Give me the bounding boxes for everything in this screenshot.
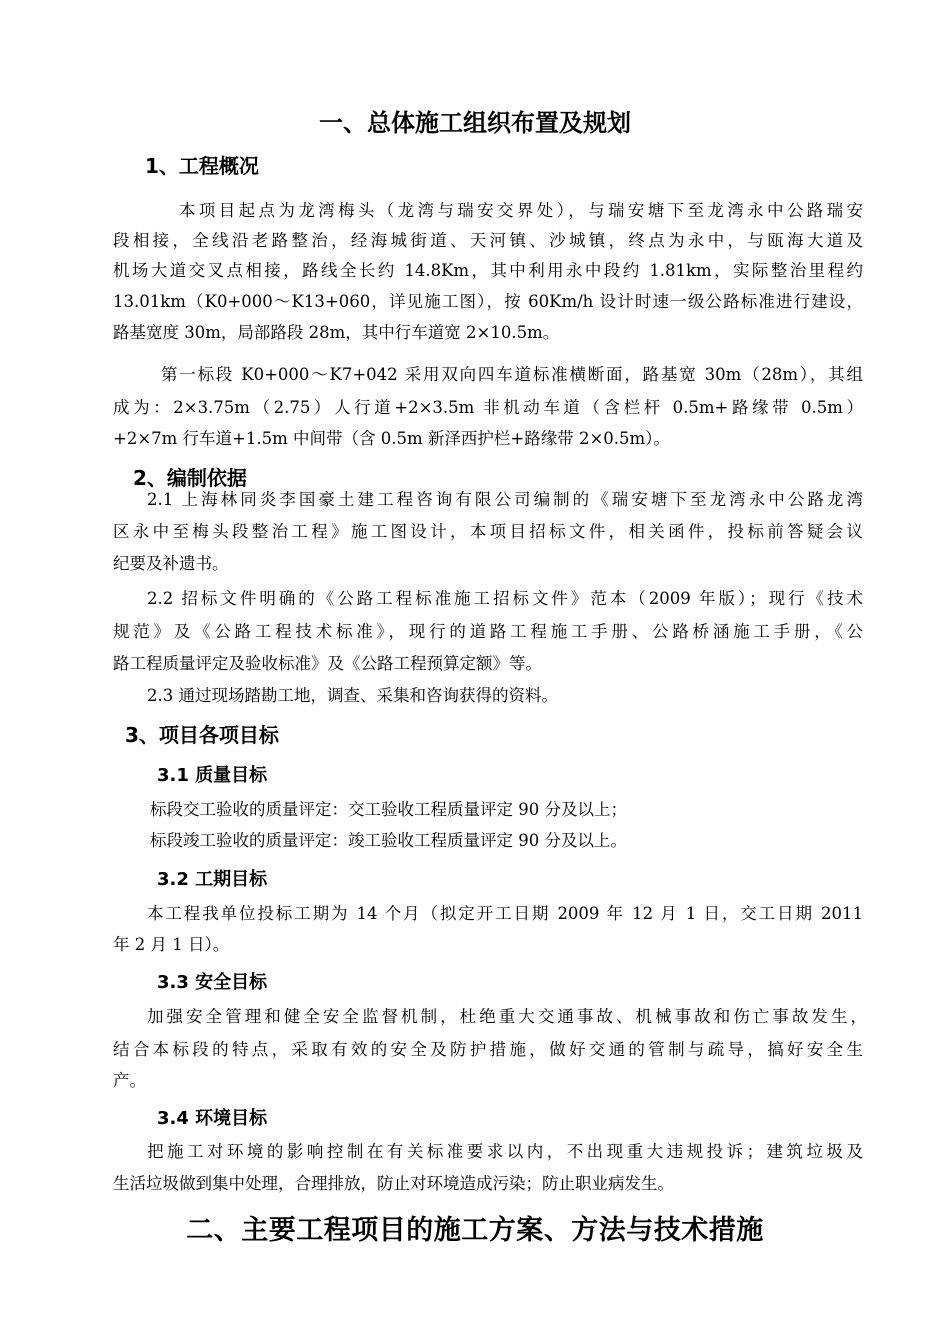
- paragraph-line: 生活垃圾做到集中处理，合理排放，防止对环境造成污染；防止职业病发生。: [113, 1174, 674, 1193]
- subsection-safety-title: 3.3 安全目标: [157, 972, 268, 993]
- paragraph-line: 加强安全管理和健全安全监督机制，杜绝重大交通事故、机械事故和伤亡事故发生，: [147, 1007, 867, 1026]
- main-heading-2: 二、主要工程项目的施工方案、方法与技术措施: [186, 1215, 764, 1246]
- paragraph-line: 标段交工验收的质量评定：交工验收工程质量评定 90 分及以上；: [150, 800, 627, 819]
- subsection-quality-title: 3.1 质量目标: [157, 765, 268, 786]
- section-2-title: 2、编制依据: [133, 466, 247, 490]
- paragraph-line: 路基宽度 30m，局部路段 28m，其中行车道宽 2×10.5m。: [113, 323, 560, 342]
- paragraph-line: 本工程我单位投标工期为 14 个月（拟定开工日期 2009 年 12 月 1 日，交工日期 2011: [147, 904, 863, 923]
- paragraph-line: 纪要及补遗书。: [113, 554, 229, 573]
- paragraph-line: 产。: [113, 1071, 146, 1090]
- paragraph-line: 年 2 月 1 日）。: [113, 935, 230, 954]
- paragraph-line: 段相接，全线沿老路整治，经海城街道、天河镇、沙城镇，终点为永中，与瓯海大道及: [113, 231, 863, 250]
- paragraph-line: 把施工对环境的影响控制在有关标准要求以内，不出现重大违规投诉；建筑垃圾及: [147, 1142, 863, 1161]
- paragraph-line: +2×7m 行车道+1.5m 中间带（含 0.5m 新泽西护栏+路缘带 2×0.5m）。: [113, 429, 670, 448]
- subsection-schedule-title: 3.2 工期目标: [157, 869, 268, 890]
- section-3-title: 3、项目各项目标: [125, 723, 279, 747]
- paragraph-line: 机场大道交叉点相接，路线全长约 14.8Km，其中利用永中段约 1.81km，实际整治里程约: [113, 261, 863, 280]
- paragraph-line: 路工程质量评定及验收标准》及《公路工程预算定额》等。: [113, 654, 542, 673]
- paragraph-line: 本项目起点为龙湾梅头（龙湾与瑞安交界处），与瑞安塘下至龙湾永中公路瑞安: [179, 201, 863, 220]
- paragraph-line: 第一标段 K0+000～K7+042 采用双向四车道标准横断面，路基宽 30m（28m），其组: [161, 365, 863, 384]
- section-1-title: 1、工程概况: [145, 154, 259, 178]
- main-heading-1: 一、总体施工组织布置及规划: [319, 109, 631, 137]
- paragraph-line: 2.1 上海林同炎李国豪土建工程咨询有限公司编制的《瑞安塘下至龙湾永中公路龙湾: [147, 490, 863, 509]
- paragraph-line: 标段竣工验收的质量评定：竣工验收工程质量评定 90 分及以上。: [150, 831, 627, 850]
- paragraph-line: 2.2 招标文件明确的《公路工程标准施工招标文件》范本（2009 年版）；现行《技术: [147, 589, 863, 608]
- paragraph-line: 2.3 通过现场踏勘工地，调查、采集和咨询获得的资料。: [147, 686, 558, 705]
- subsection-environment-title: 3.4 环境目标: [157, 1108, 268, 1129]
- paragraph-line: 13.01km（K0+000～K13+060，详见施工图），按 60Km/h 设计时速一级公路标准进行建设，: [113, 292, 863, 311]
- paragraph-line: 结合本标段的特点，采取有效的安全及防护措施，做好交通的管制与疏导，搞好安全生: [113, 1040, 863, 1059]
- paragraph-line: 区永中至梅头段整治工程》施工图设计，本项目招标文件，相关函件，投标前答疑会议: [113, 522, 863, 541]
- paragraph-line: 成为：2×3.75m（2.75）人行道+2×3.5m 非机动车道（含栏杆 0.5m+路缘带 0.5m）: [113, 398, 863, 417]
- paragraph-line: 规范》及《公路工程技术标准》，现行的道路工程施工手册、公路桥涵施工手册，《公: [113, 622, 863, 641]
